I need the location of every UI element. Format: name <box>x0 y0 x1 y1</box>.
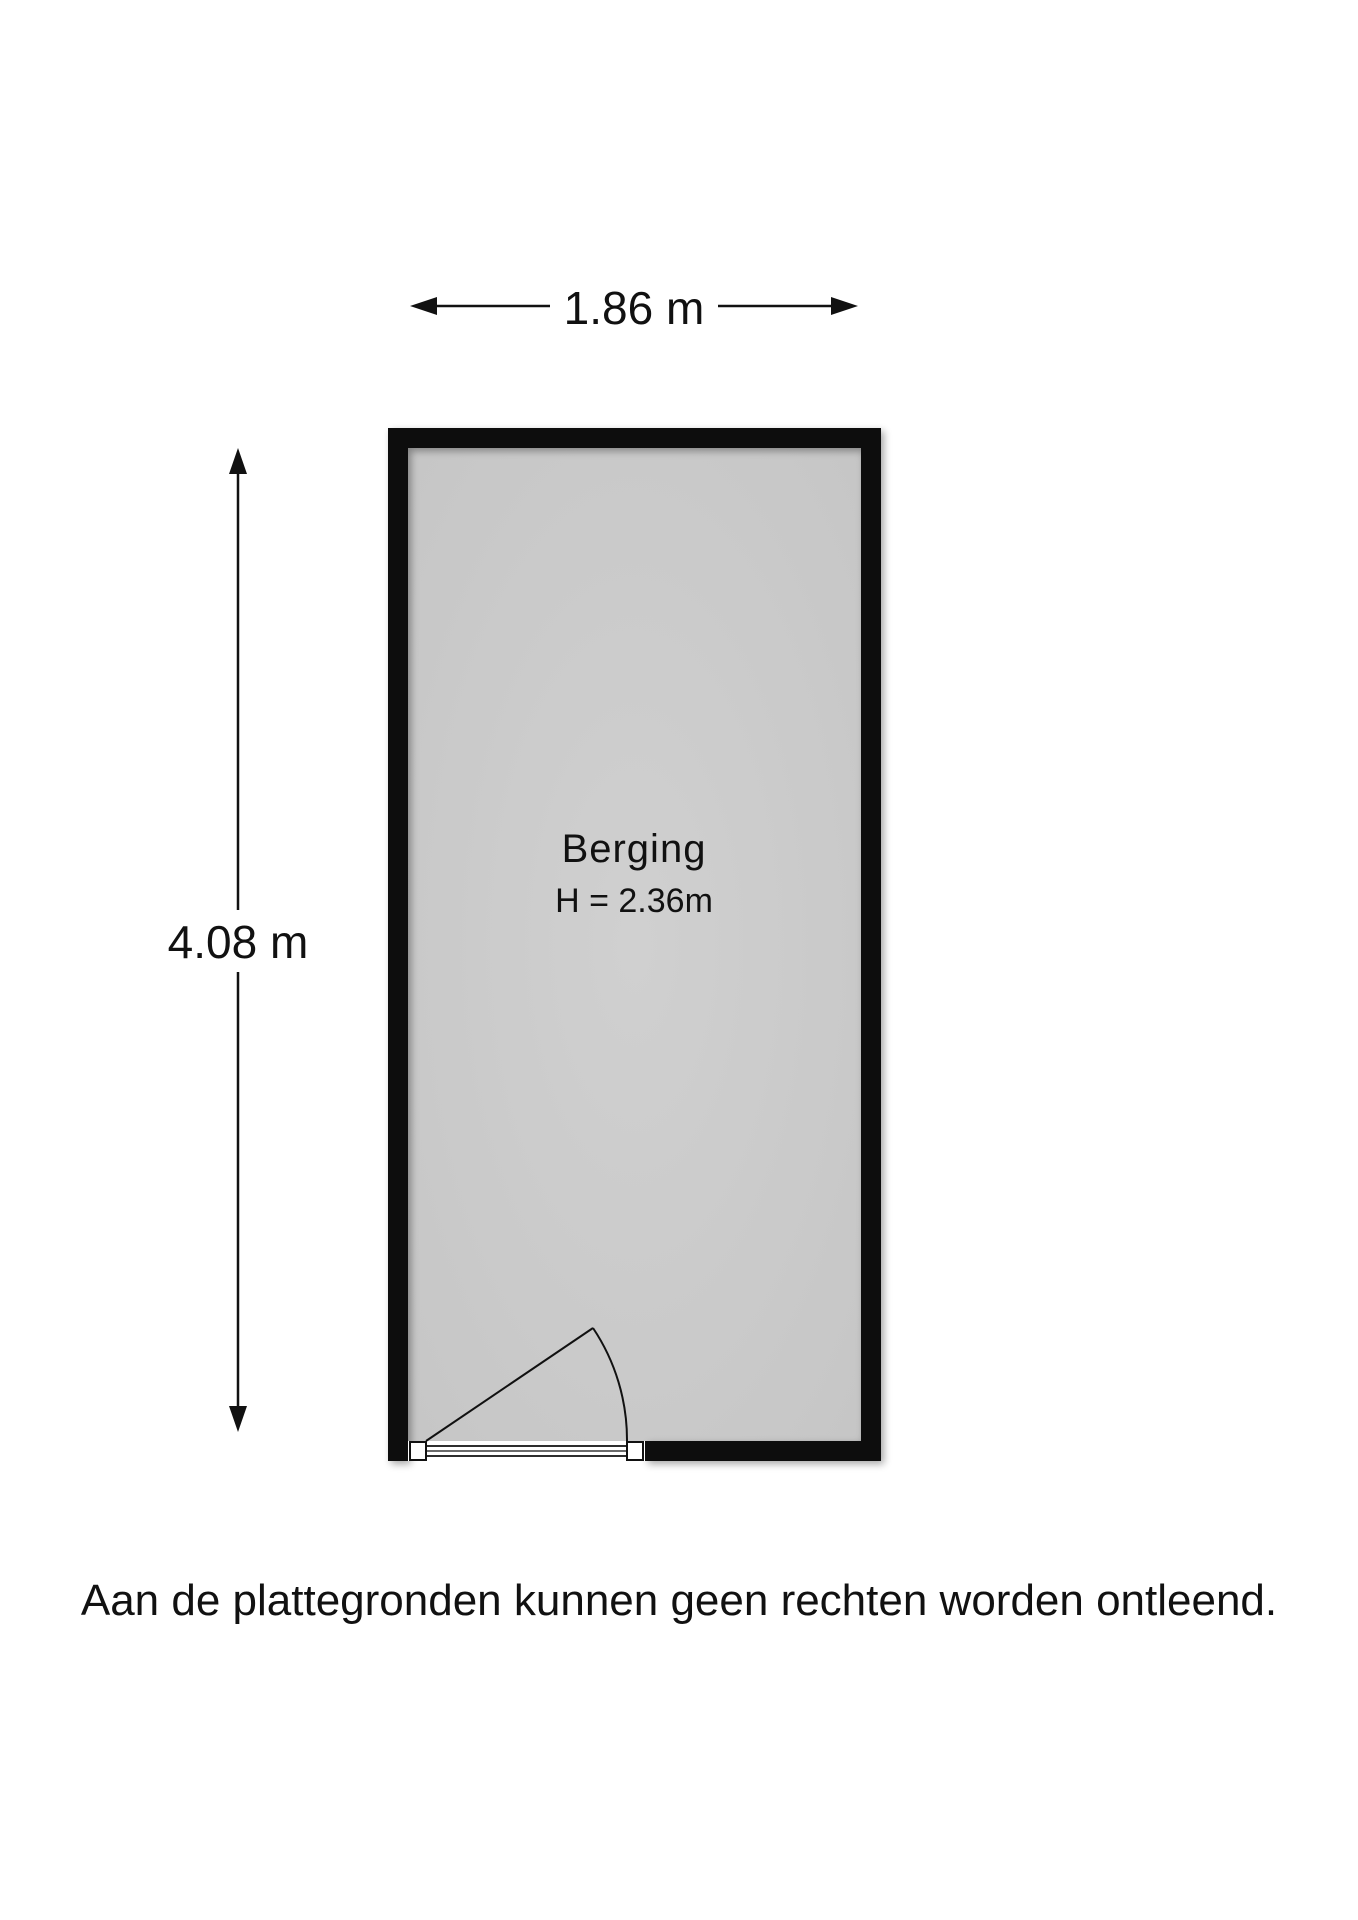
disclaimer-text: Aan de plattegronden kunnen geen rechten worden ontleend. <box>80 1576 1278 1625</box>
room-name: Berging <box>561 827 707 871</box>
wall-right <box>861 428 881 1461</box>
room-height: H = 2.36m <box>555 882 713 920</box>
arrow-up-icon <box>229 448 247 474</box>
height-dimension <box>168 448 309 1432</box>
wall-top <box>388 428 881 448</box>
wall-left <box>388 428 408 1461</box>
room-floor <box>408 448 861 1441</box>
width-dimension <box>410 282 858 334</box>
room-berging <box>388 428 881 1461</box>
wall-bottom-right <box>645 1441 881 1461</box>
arrow-right-icon <box>831 297 858 315</box>
height-label: 4.08 m <box>167 916 309 968</box>
wall-bottom <box>388 1441 408 1461</box>
arrow-left-icon <box>410 297 437 315</box>
width-label: 1.86 m <box>563 282 705 334</box>
arrow-down-icon <box>229 1406 247 1432</box>
